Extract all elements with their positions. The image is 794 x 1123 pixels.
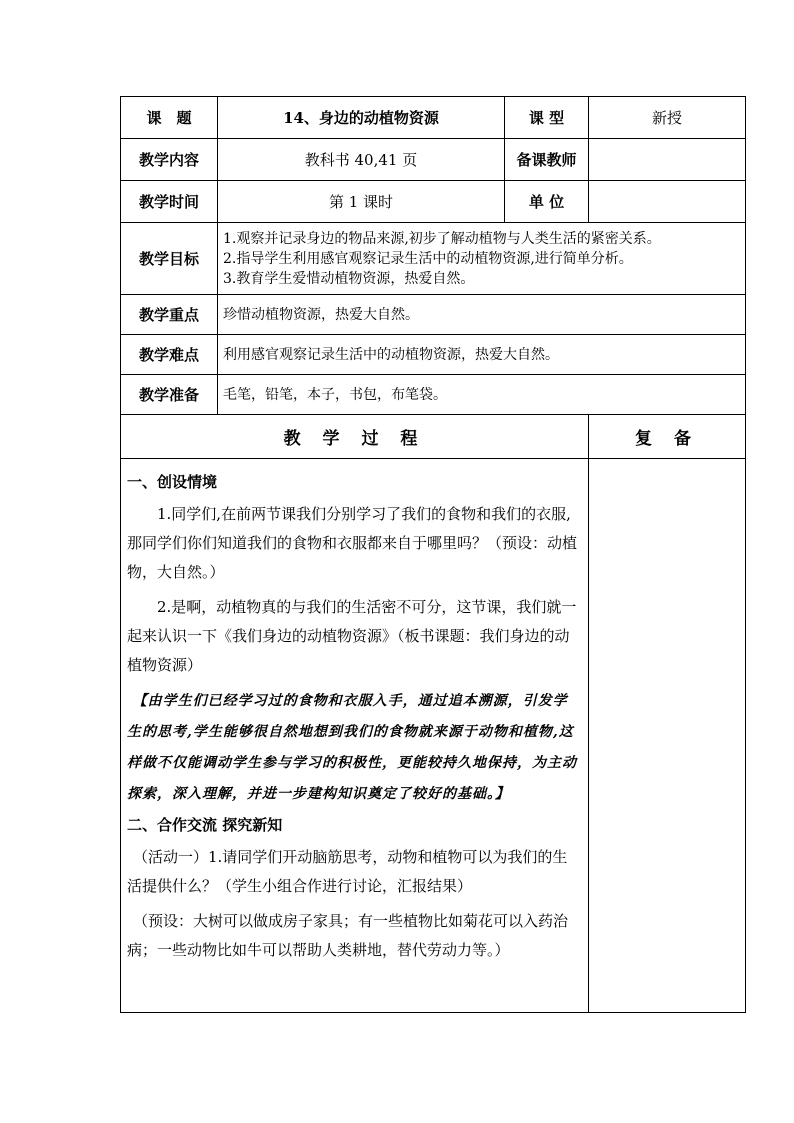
teacher-value bbox=[589, 139, 746, 181]
paragraph: （预设：大树可以做成房子家具；有一些植物比如菊花可以入药治病；一些动物比如牛可以帮助人类耕地，替代劳动力等。） bbox=[127, 912, 569, 959]
preparation-label: 教学准备 bbox=[121, 375, 218, 415]
topic-label: 课 题 bbox=[121, 97, 218, 139]
type-label: 课 型 bbox=[505, 97, 589, 139]
row-process-body bbox=[121, 459, 746, 1013]
difficulties-value: 利用感官观察记录生活中的动植物资源，热爱大自然。 bbox=[218, 335, 746, 375]
goals-label: 教学目标 bbox=[121, 223, 218, 295]
teacher-label: 备课教师 bbox=[505, 139, 589, 181]
content-label: 教学内容 bbox=[121, 139, 218, 181]
row-process-header bbox=[121, 415, 746, 459]
difficulties-label: 教学难点 bbox=[121, 335, 218, 375]
section-title: 一、创设情境 bbox=[127, 473, 218, 491]
time-value: 第 1 课时 bbox=[218, 181, 505, 223]
goal-item: 1.观察并记录身边的物品来源,初步了解动植物与人类生活的紧密关系。 bbox=[223, 230, 661, 247]
preparation-value: 毛笔，铅笔，本子，书包，布笔袋。 bbox=[218, 375, 746, 415]
topic-value: 14、身边的动植物资源 bbox=[218, 97, 505, 139]
paragraph: 1.同学们,在前两节课我们分别学习了我们的食物和我们的衣服,那同学们你们知道我们的食物和衣服都来自于哪里吗？（预设：动植物，大自然。） bbox=[127, 505, 578, 581]
row-difficulties bbox=[121, 335, 746, 375]
process-header: 教 学 过 程 bbox=[121, 415, 589, 459]
section-title: 二、合作交流 探究新知 bbox=[127, 816, 283, 834]
row-topic bbox=[121, 97, 746, 139]
row-time bbox=[121, 181, 746, 223]
type-value: 新授 bbox=[589, 97, 746, 139]
row-goals bbox=[121, 223, 746, 295]
time-label: 教学时间 bbox=[121, 181, 218, 223]
design-note: 【由学生们已经学习过的食物和衣服入手，通过追本溯源，引发学生的思考,学生能够很自然地想到我们的食物就来源于动物和植物,这样做不仅能调动学生参与学习的积极性，更能较持久地保持，为主动探索，深入理解，并进一步建构知识奠定了较好的基础。】 bbox=[127, 693, 577, 802]
goal-item: 2.指导学生利用感官观察记录生活中的动植物资源,进行简单分析。 bbox=[223, 250, 633, 267]
goal-item: 3.教育学生爱惜动植物资源，热爱自然。 bbox=[223, 270, 475, 287]
row-content bbox=[121, 139, 746, 181]
content-value: 教科书 40,41 页 bbox=[218, 139, 505, 181]
goals-value bbox=[218, 223, 746, 295]
process-body bbox=[121, 459, 589, 1013]
row-key-points bbox=[121, 295, 746, 335]
paragraph: 2.是啊，动植物真的与我们的生活密不可分，这节课，我们就一起来认识一下《我们身边的动植物资源》（板书课题：我们身边的动植物资源） bbox=[127, 598, 577, 674]
review-header: 复 备 bbox=[589, 415, 746, 459]
unit-label: 单 位 bbox=[505, 181, 589, 223]
row-preparation bbox=[121, 375, 746, 415]
review-body bbox=[589, 459, 746, 1013]
unit-value bbox=[589, 181, 746, 223]
lesson-plan-table bbox=[120, 96, 746, 1013]
key-points-value: 珍惜动植物资源，热爱大自然。 bbox=[218, 295, 746, 335]
key-points-label: 教学重点 bbox=[121, 295, 218, 335]
paragraph: （活动一）1.请同学们开动脑筋思考，动物和植物可以为我们的生活提供什么？（学生小组合作进行讨论，汇报结果） bbox=[127, 848, 568, 895]
